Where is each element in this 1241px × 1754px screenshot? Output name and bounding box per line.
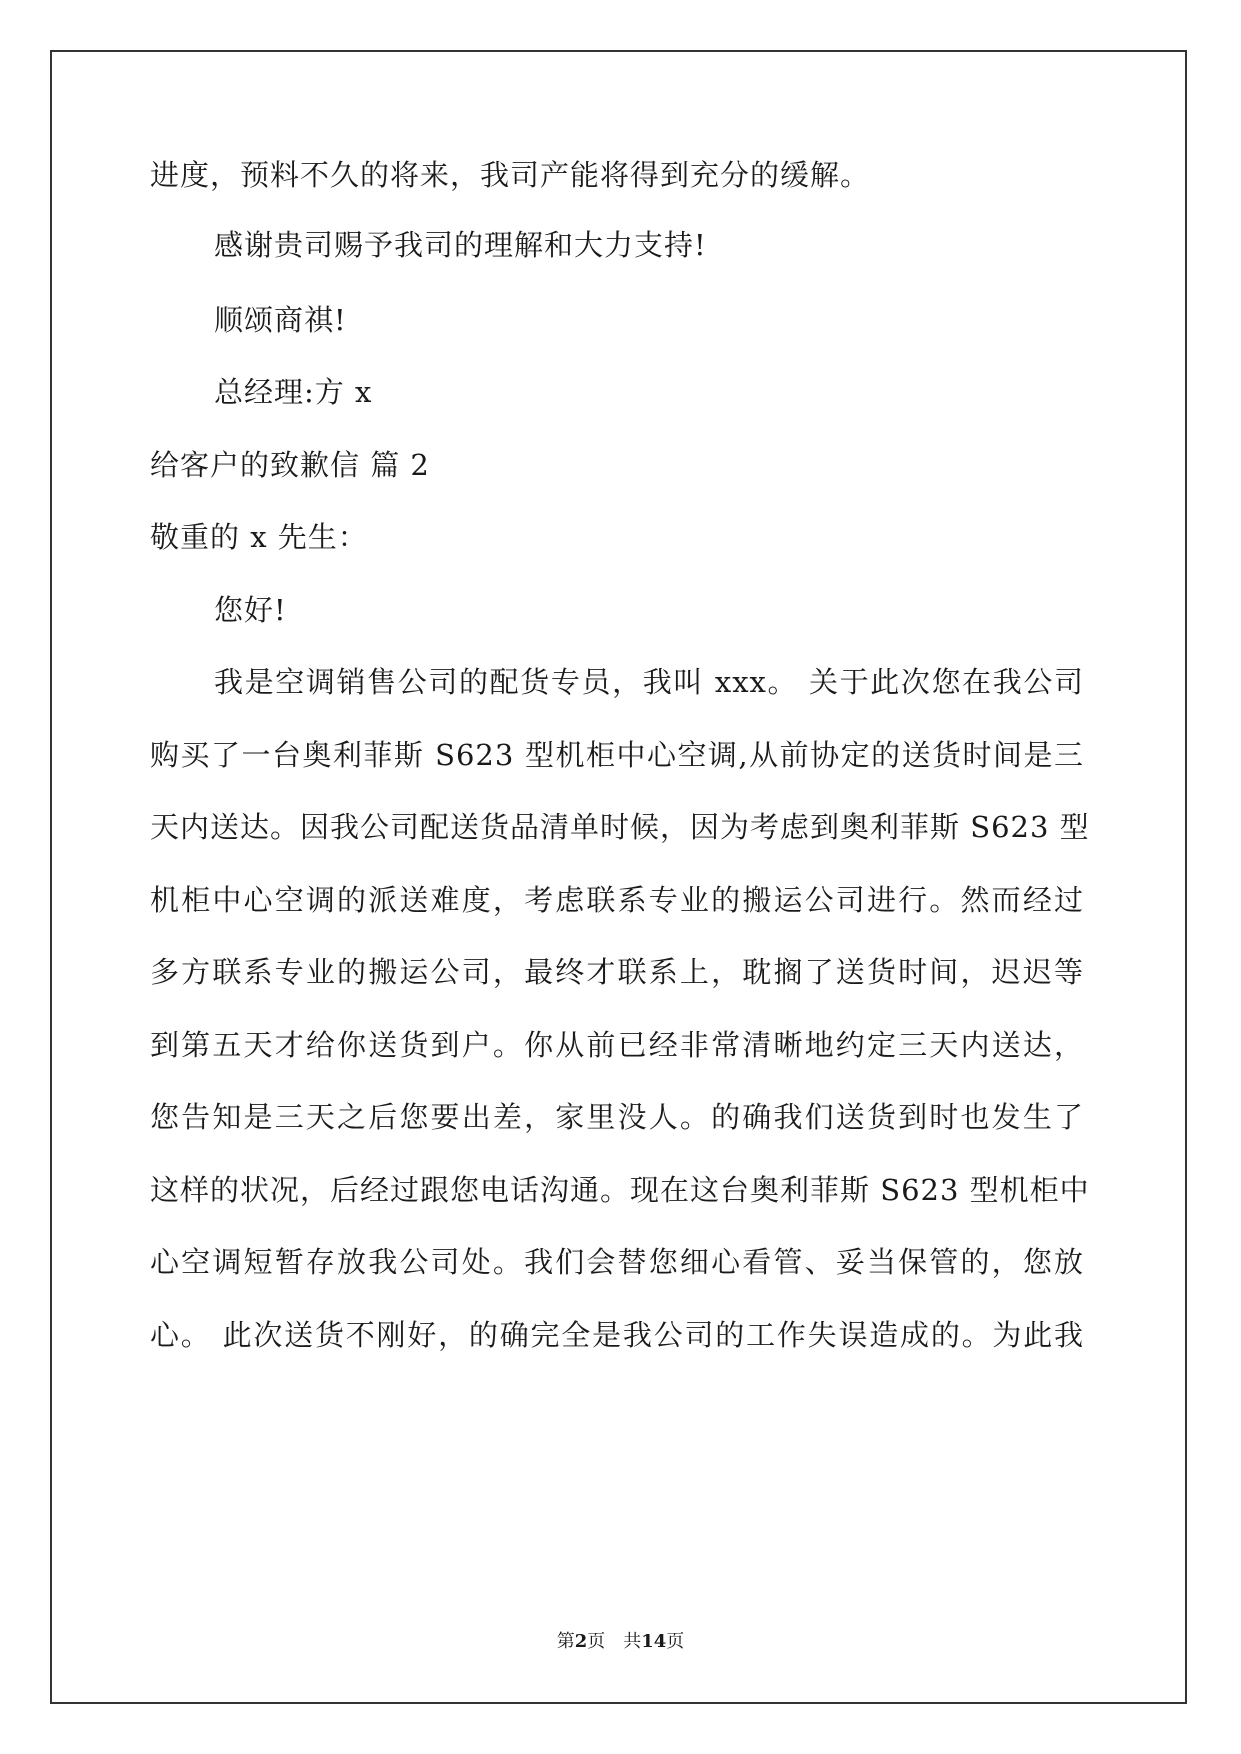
text-line: 这样的状况，后经过跟您电话沟通。现在这台奥利菲斯 S623 型机柜中 <box>150 1173 1090 1207</box>
closing-salutation: 顺颂商祺! <box>214 303 347 337</box>
text-line: 感谢贵司赐予我司的理解和大力支持! <box>214 228 707 262</box>
text-line: 我是空调销售公司的配货专员，我叫 xxx。 关于此次您在我公司 <box>214 665 1084 699</box>
footer-page-suffix: 页 <box>587 1631 606 1652</box>
greeting-hello: 您好! <box>214 593 287 627</box>
page-footer <box>0 1630 1241 1654</box>
greeting-line: 敬重的 x 先生： <box>150 520 368 554</box>
text-line: 心空调短暂存放我公司处。我们会替您细心看管、妥当保管的，您放 <box>150 1245 1084 1279</box>
text-line: 多方联系专业的搬运公司，最终才联系上，耽搁了送货时间，迟迟等 <box>150 955 1084 989</box>
text-line: 购买了一台奥利菲斯 S623 型机柜中心空调,从前协定的送货时间是三 <box>150 738 1084 772</box>
text-line: 机柜中心空调的派送难度，考虑联系专业的搬运公司进行。然而经过 <box>150 883 1084 917</box>
page-border <box>50 50 1187 1704</box>
footer-page-prefix: 第 <box>556 1631 575 1652</box>
footer-total-suffix: 页 <box>666 1631 685 1652</box>
text-line: 到第五天才给你送货到户。你从前已经非常清晰地约定三天内送达， <box>150 1028 1084 1062</box>
text-line: 天内送达。因我公司配送货品清单时候，因为考虑到奥利菲斯 S623 型 <box>150 810 1090 844</box>
footer-page-number: 2 <box>574 1631 588 1652</box>
text-line: 心。 此次送货不刚好，的确完全是我公司的工作失误造成的。为此我 <box>150 1318 1084 1352</box>
text-line: 您告知是三天之后您要出差，家里没人。的确我们送货到时也发生了 <box>150 1100 1084 1134</box>
signature-line: 总经理:方 x <box>214 375 373 409</box>
text-line: 进度，预料不久的将来，我司产能将得到充分的缓解。 <box>150 158 871 192</box>
footer-total-pages: 14 <box>641 1631 667 1652</box>
section-heading: 给客户的致歉信 篇 2 <box>150 448 430 482</box>
footer-total-prefix: 共 <box>623 1631 642 1652</box>
